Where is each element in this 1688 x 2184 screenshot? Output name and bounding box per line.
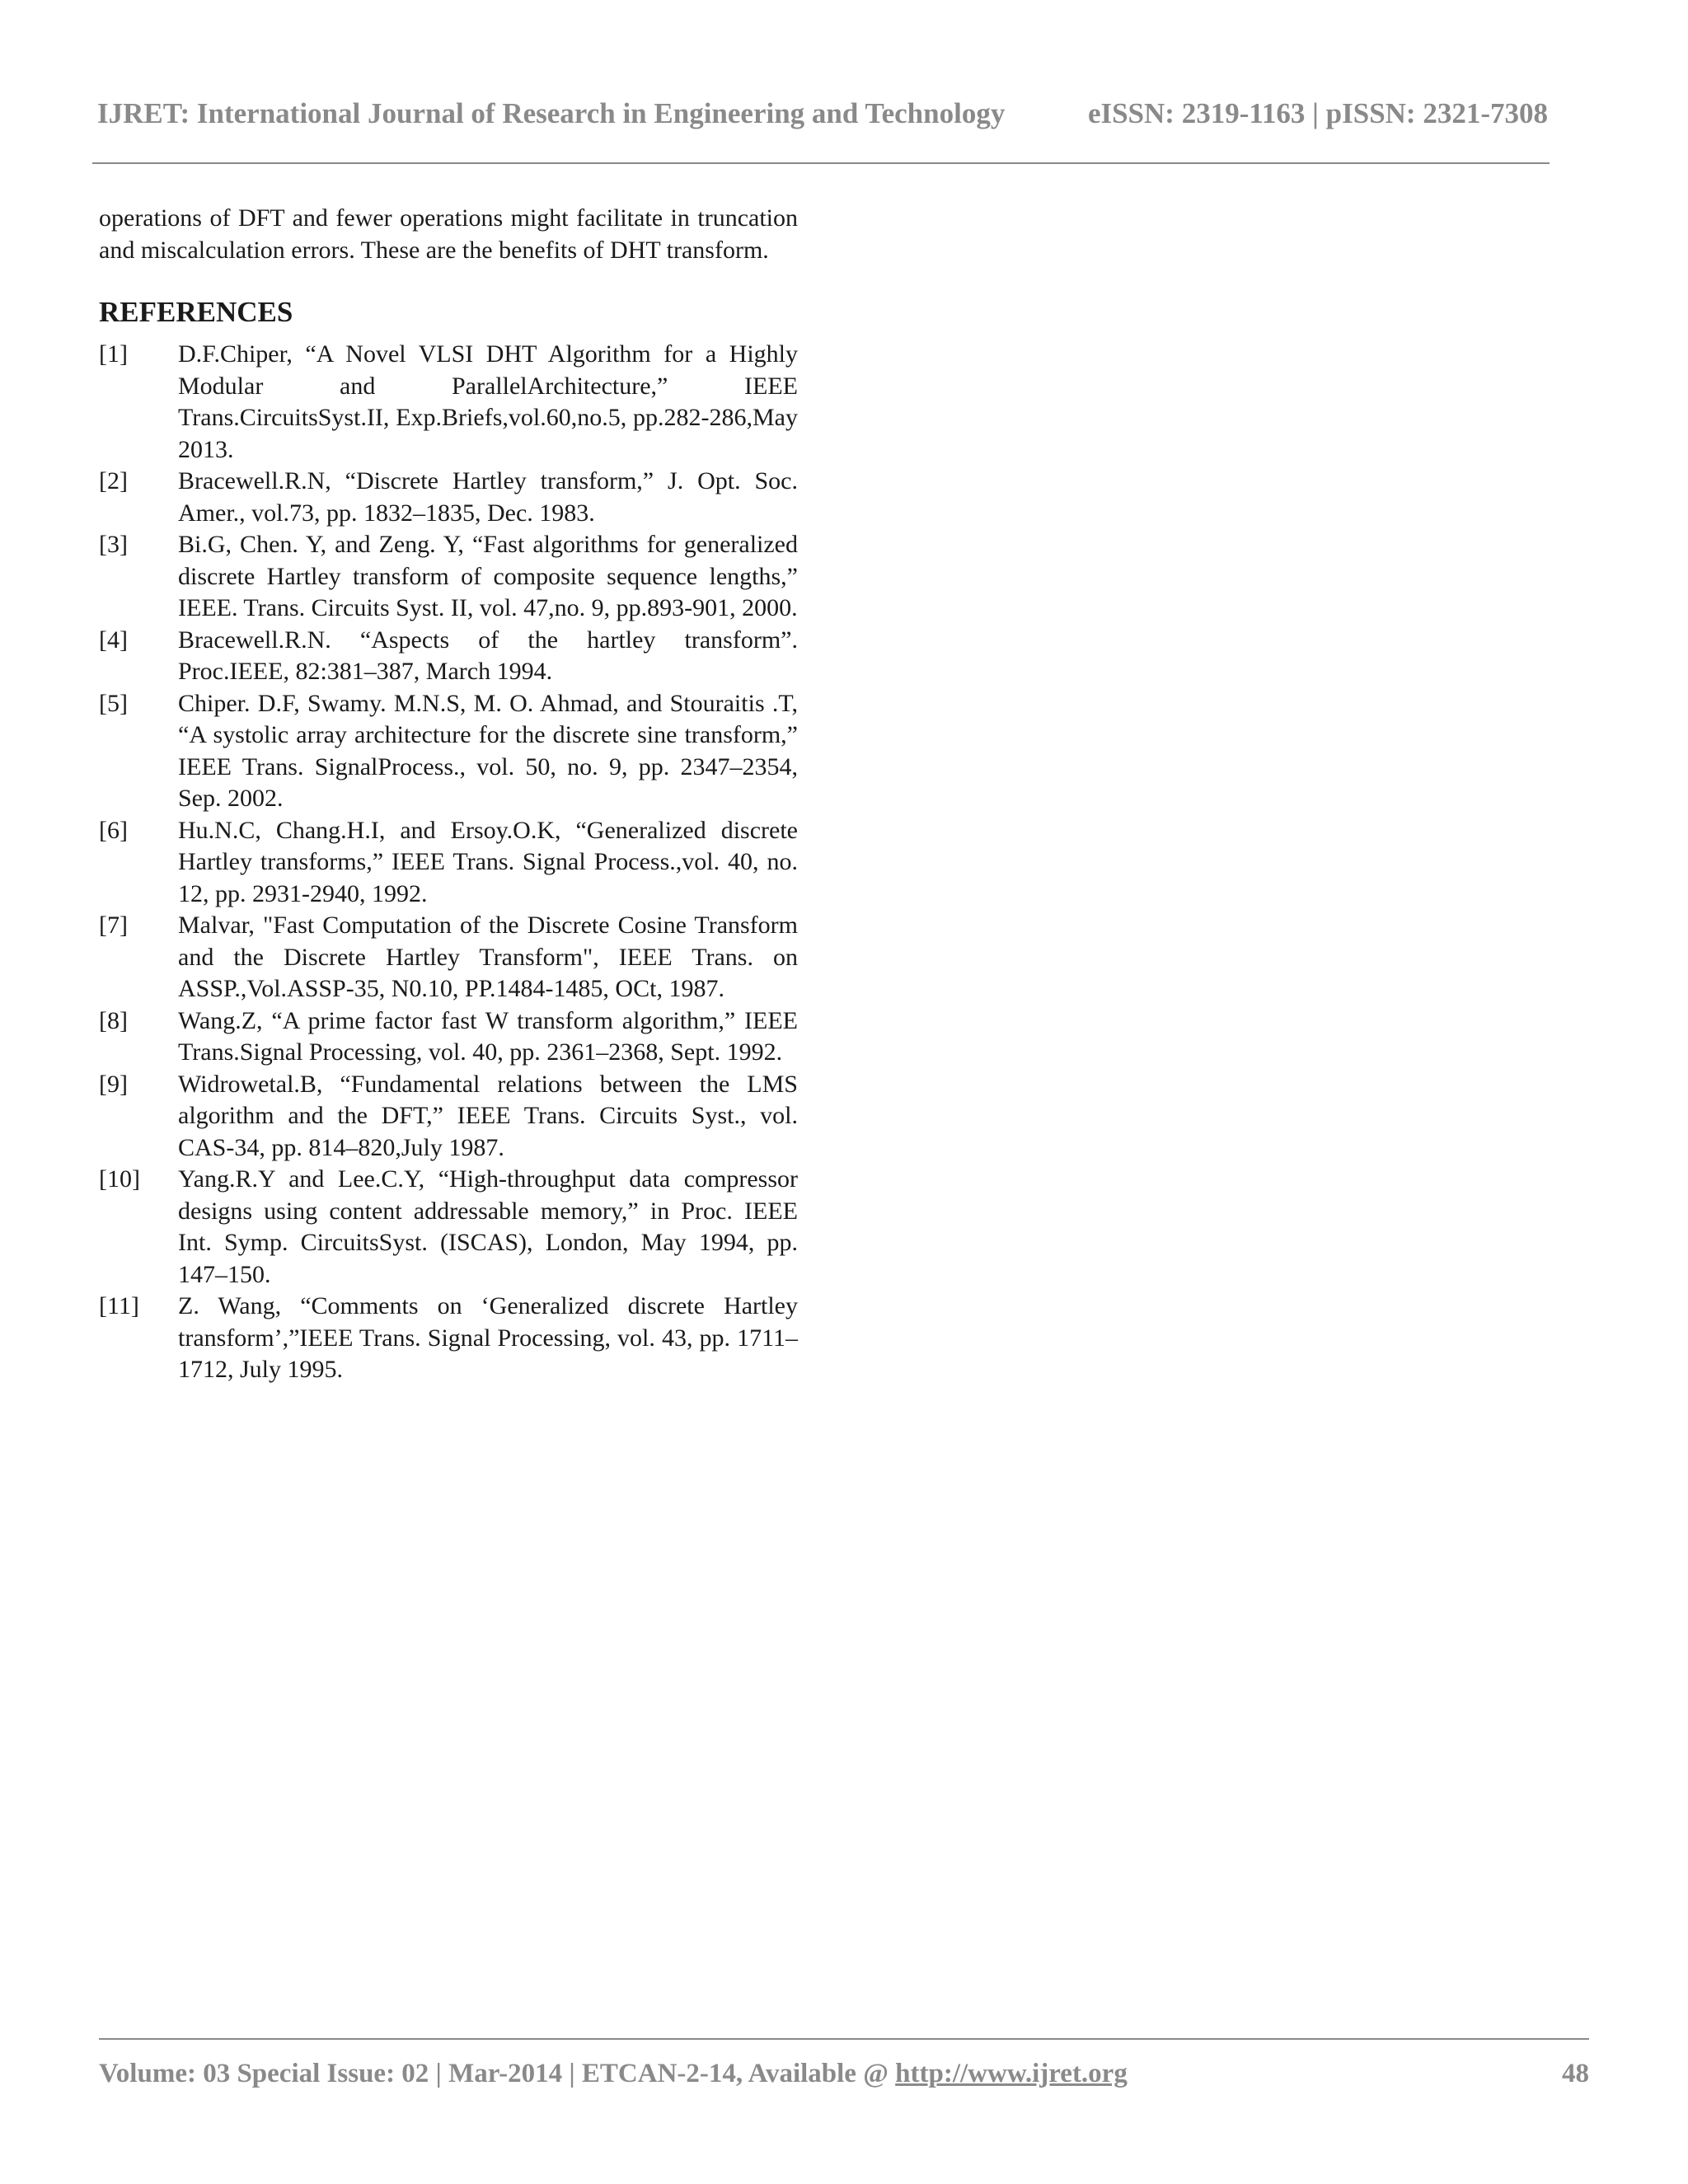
reference-item [99,815,798,911]
reference-number: [4] [99,626,128,654]
reference-item [99,1005,798,1069]
reference-number: [5] [99,689,128,717]
reference-item [99,529,798,625]
reference-text: Bracewell.R.N, “Discrete Hartley transform,” J. Opt. Soc. Amer., vol.73, pp. 1832–1835, Dec. 1983. [178,467,798,527]
reference-number: [10] [99,1165,140,1193]
reference-text: Hu.N.C, Chang.H.I, and Ersoy.O.K, “Generalized discrete Hartley transforms,” IEEE Trans. Signal Process.,vol. 40, no. 12, pp. 2931-2940, 1992. [178,816,798,907]
reference-text: Bi.G, Chen. Y, and Zeng. Y, “Fast algorithms for generalized discrete Hartley transform of composite sequence lengths,” IEEE. Trans. Circuits Syst. II, vol. 47,no. 9, pp.893-901, 2000. [178,531,798,621]
reference-item [99,339,798,466]
reference-text: Wang.Z, “A prime factor fast W transform algorithm,” IEEE Trans.Signal Processing, vol. 40, pp. 2361–2368, Sept. 1992. [178,1006,798,1066]
reference-item [99,466,798,529]
references-list [99,339,798,1386]
references-heading: REFERENCES [99,296,293,328]
reference-item [99,1069,798,1165]
reference-text: Malvar, "Fast Computation of the Discrete Cosine Transform and the Discrete Hartley Transform", IEEE Trans. on ASSP.,Vol.ASSP-35, N0.10, PP.1484-1485, OCt, 1987. [178,912,798,1002]
reference-number: [8] [99,1006,128,1034]
reference-number: [9] [99,1070,128,1098]
reference-number: [1] [99,340,128,368]
reference-text: Yang.R.Y and Lee.C.Y, “High-throughput data compressor designs using content addressable memory,” in Proc. IEEE Int. Symp. CircuitsSyst. (ISCAS), London, May 1994, pp. 147–150. [178,1165,798,1288]
reference-text: Widrowetal.B, “Fundamental relations between the LMS algorithm and the DFT,” IEEE Trans. Circuits Syst., vol. CAS-34, pp. 814–820,July 1987. [178,1070,798,1161]
issn-info: eISSN: 2319-1163 | pISSN: 2321-7308 [1087,97,1548,129]
footer-issue-info [99,2059,1128,2089]
journal-link[interactable]: http://www.ijret.org [895,2059,1128,2088]
page-number: 48 [1562,2059,1589,2088]
reference-number: [2] [99,467,128,494]
reference-text: Chiper. D.F, Swamy. M.N.S, M. O. Ahmad, and Stouraitis .T, “A systolic array architecture for the discrete sine transform,” IEEE Trans. SignalProcess., vol. 50, no. 9, pp. 2347–2354, Sep. 2002. [178,689,798,812]
left-column [99,203,798,1386]
intro-paragraph: operations of DFT and fewer operations might facilitate in truncation and miscalculation errors. These are the benefits of DHT transform. [99,204,798,264]
reference-number: [11] [99,1292,139,1319]
reference-text: Z. Wang, “Comments on ‘Generalized discrete Hartley transform’,”IEEE Trans. Signal Processing, vol. 43, pp. 1711–1712, July 1995. [178,1292,798,1383]
reference-number: [6] [99,816,128,844]
journal-title: IJRET: International Journal of Research in Engineering and Technology [97,97,1006,129]
reference-item [99,1164,798,1291]
reference-text: D.F.Chiper, “A Novel VLSI DHT Algorithm for a Highly Modular and ParallelArchitecture,” IEEE Trans.CircuitsSyst.II, Exp.Briefs,vol.60,no.5, pp.282-286,May 2013. [178,340,798,463]
reference-number: [7] [99,912,128,939]
reference-number: [3] [99,531,128,558]
reference-item [99,688,798,815]
reference-item [99,1291,798,1386]
footer-issue-text: Volume: 03 Special Issue: 02 | Mar-2014 | ETCAN-2-14, Available @ [99,2059,896,2088]
reference-item [99,625,798,688]
reference-text: Bracewell.R.N. “Aspects of the hartley transform”. Proc.IEEE, 82:381–387, March 1994. [178,626,798,685]
reference-item [99,910,798,1005]
header-divider [92,162,1550,164]
footer-divider [99,2038,1589,2040]
